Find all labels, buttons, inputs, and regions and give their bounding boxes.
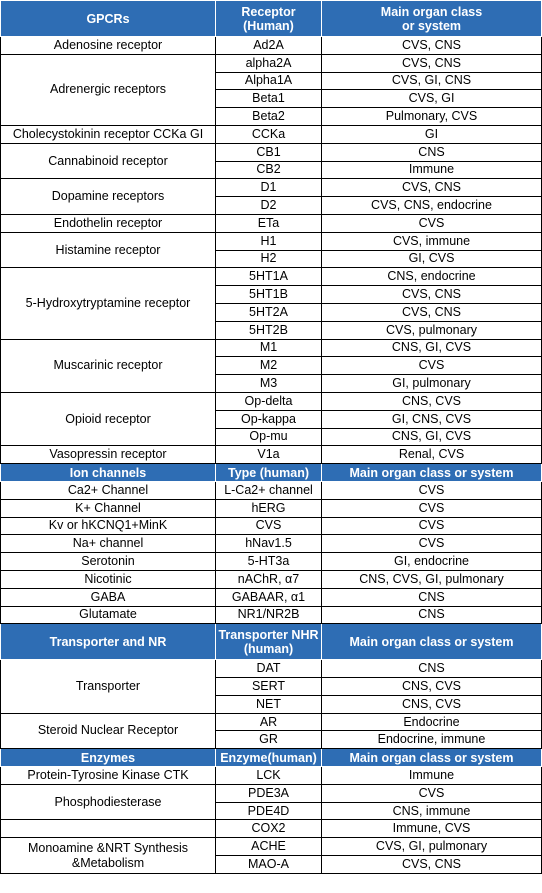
enzymes-header-category: Enzymes — [1, 749, 216, 767]
gpcr-header-row — [1, 1, 542, 37]
table-row — [1, 37, 542, 55]
target-type-cell: CB2 — [216, 161, 322, 179]
target-type-cell: V1a — [216, 446, 322, 464]
target-type-cell: NET — [216, 695, 322, 713]
target-type-cell: 5HT1B — [216, 286, 322, 304]
organ-system-cell: CVS — [322, 535, 542, 553]
organ-system-cell: CVS, GI — [322, 90, 542, 108]
organ-system-cell: CNS, GI, CVS — [322, 428, 542, 446]
table-row — [1, 54, 542, 72]
table-row — [1, 570, 542, 588]
organ-system-cell: GI, endocrine — [322, 553, 542, 571]
organ-system-cell: CVS, CNS — [322, 54, 542, 72]
target-class-cell: Na+ channel — [1, 535, 216, 553]
enzymes-header-row — [1, 749, 542, 767]
target-class-cell: Ca2+ Channel — [1, 481, 216, 499]
ion-header-category: Ion channels — [1, 464, 216, 482]
organ-system-cell: Renal, CVS — [322, 446, 542, 464]
enzymes-header-organ: Main organ class or system — [322, 749, 542, 767]
target-type-cell: nAChR, α7 — [216, 570, 322, 588]
gpcr-header-type-line: Receptor — [241, 4, 296, 19]
organ-system-cell: CVS, pulmonary — [322, 321, 542, 339]
organ-system-cell: CNS — [322, 606, 542, 624]
transporter-header-type — [216, 624, 322, 660]
table-row — [1, 214, 542, 232]
table-row — [1, 660, 542, 678]
organ-system-cell: CNS, CVS, GI, pulmonary — [322, 570, 542, 588]
organ-system-cell: GI, CVS — [322, 250, 542, 268]
target-class-cell: Kv or hKCNQ1+MinK — [1, 517, 216, 535]
target-type-cell: LCK — [216, 767, 322, 785]
table-row — [1, 713, 542, 731]
organ-system-cell: CNS, immune — [322, 802, 542, 820]
table-row — [1, 143, 542, 161]
target-type-cell: M3 — [216, 375, 322, 393]
target-class-cell: Adrenergic receptors — [1, 54, 216, 125]
target-class-cell: Endothelin receptor — [1, 214, 216, 232]
table-row — [1, 784, 542, 802]
target-class-cell: Adenosine receptor — [1, 37, 216, 55]
target-class-cell: Cholecystokinin receptor CCKa GI — [1, 125, 216, 143]
target-class-cell: 5-Hydroxytryptamine receptor — [1, 268, 216, 339]
target-class-cell: K+ Channel — [1, 499, 216, 517]
organ-system-cell: Immune — [322, 161, 542, 179]
target-type-cell: 5-HT3a — [216, 553, 322, 571]
organ-system-cell: CVS — [322, 357, 542, 375]
table-row — [1, 179, 542, 197]
target-class-cell: Glutamate — [1, 606, 216, 624]
target-class-cell: Dopamine receptors — [1, 179, 216, 215]
organ-system-cell: CVS, CNS — [322, 286, 542, 304]
organ-system-cell: CNS, GI, CVS — [322, 339, 542, 357]
target-type-cell: NR1/NR2B — [216, 606, 322, 624]
organ-system-cell: CVS — [322, 517, 542, 535]
organ-system-cell: CVS, immune — [322, 232, 542, 250]
target-type-cell: 5HT2A — [216, 303, 322, 321]
organ-system-cell: CNS, CVS — [322, 392, 542, 410]
target-class-cell: Serotonin — [1, 553, 216, 571]
target-type-cell: H1 — [216, 232, 322, 250]
ion-header-row — [1, 464, 542, 482]
target-class-cell: Histamine receptor — [1, 232, 216, 268]
target-type-cell: Op-kappa — [216, 410, 322, 428]
target-type-cell: ACHE — [216, 838, 322, 856]
organ-system-cell: CNS — [322, 143, 542, 161]
gpcr-header-category: GPCRs — [1, 1, 216, 37]
organ-system-cell: CNS, endocrine — [322, 268, 542, 286]
ion-header-organ: Main organ class or system — [322, 464, 542, 482]
transporter-header-row — [1, 624, 542, 660]
target-type-cell: AR — [216, 713, 322, 731]
target-type-cell: Op-mu — [216, 428, 322, 446]
organ-system-cell: Immune, CVS — [322, 820, 542, 838]
table-row — [1, 481, 542, 499]
organ-system-cell: Immune — [322, 767, 542, 785]
ion-header-type: Type (human) — [216, 464, 322, 482]
target-type-cell: GR — [216, 731, 322, 749]
target-type-cell: Beta2 — [216, 108, 322, 126]
organ-system-cell: CVS — [322, 214, 542, 232]
target-type-cell: hNav1.5 — [216, 535, 322, 553]
transporter-header-category: Transporter and NR — [1, 624, 216, 660]
organ-system-cell: CVS, CNS — [322, 179, 542, 197]
enzymes-header-type: Enzyme(human) — [216, 749, 322, 767]
organ-system-cell: CVS, GI, pulmonary — [322, 838, 542, 856]
table-row — [1, 767, 542, 785]
organ-system-cell: CNS — [322, 588, 542, 606]
transporter-header-type-line: (human) — [243, 641, 294, 656]
target-type-cell: SERT — [216, 678, 322, 696]
target-class-cell: GABA — [1, 588, 216, 606]
table-row — [1, 588, 542, 606]
target-type-cell: Ad2A — [216, 37, 322, 55]
target-type-cell: D1 — [216, 179, 322, 197]
table-row — [1, 553, 542, 571]
organ-system-cell: CVS, GI, CNS — [322, 72, 542, 90]
table-row — [1, 339, 542, 357]
target-type-cell: hERG — [216, 499, 322, 517]
organ-system-cell: CVS, CNS — [322, 37, 542, 55]
table-row — [1, 535, 542, 553]
target-type-cell: PDE4D — [216, 802, 322, 820]
target-class-cell: Cannabinoid receptor — [1, 143, 216, 179]
target-type-cell: D2 — [216, 197, 322, 215]
organ-system-cell: CVS, CNS — [322, 303, 542, 321]
target-class-cell-line: &Metabolism — [71, 855, 145, 870]
organ-system-cell: Endocrine, immune — [322, 731, 542, 749]
organ-system-cell: CVS — [322, 784, 542, 802]
target-type-cell: M1 — [216, 339, 322, 357]
organ-system-cell: CNS, CVS — [322, 695, 542, 713]
target-type-cell: MAO-A — [216, 856, 322, 874]
gpcr-header-type — [216, 1, 322, 37]
organ-system-cell: CNS, CVS — [322, 678, 542, 696]
organ-system-cell: CVS — [322, 499, 542, 517]
organ-system-cell: Endocrine — [322, 713, 542, 731]
gpcr-header-organ-line: or system — [401, 18, 462, 33]
organ-system-cell: GI — [322, 125, 542, 143]
target-type-cell: DAT — [216, 660, 322, 678]
target-type-cell: Beta1 — [216, 90, 322, 108]
transporter-header-type-line: Transporter NHR — [218, 627, 319, 642]
table-body — [1, 1, 542, 874]
organ-system-cell: GI, CNS, CVS — [322, 410, 542, 428]
target-type-cell: Alpha1A — [216, 72, 322, 90]
target-class-cell — [1, 838, 216, 874]
gpcr-header-organ — [322, 1, 542, 37]
target-class-cell: Transporter — [1, 660, 216, 713]
organ-system-cell: CVS — [322, 481, 542, 499]
table-row — [1, 125, 542, 143]
target-class-cell: Vasopressin receptor — [1, 446, 216, 464]
target-type-cell: ETa — [216, 214, 322, 232]
target-class-cell: Muscarinic receptor — [1, 339, 216, 392]
organ-system-cell: GI, pulmonary — [322, 375, 542, 393]
organ-system-cell: Pulmonary, CVS — [322, 108, 542, 126]
transporter-header-organ: Main organ class or system — [322, 624, 542, 660]
target-type-cell: 5HT2B — [216, 321, 322, 339]
organ-system-cell: CNS — [322, 660, 542, 678]
target-type-cell: alpha2A — [216, 54, 322, 72]
target-type-cell: M2 — [216, 357, 322, 375]
target-class-cell: Steroid Nuclear Receptor — [1, 713, 216, 749]
target-class-cell-line: Monoamine &NRT Synthesis — [27, 840, 189, 855]
target-type-cell: COX2 — [216, 820, 322, 838]
table-row — [1, 446, 542, 464]
target-class-cell: Opioid receptor — [1, 392, 216, 445]
organ-system-cell: CVS, CNS — [322, 856, 542, 874]
target-type-cell: PDE3A — [216, 784, 322, 802]
table-row — [1, 820, 542, 838]
table-row — [1, 517, 542, 535]
table-row — [1, 232, 542, 250]
target-class-cell: Phosphodiesterase — [1, 784, 216, 820]
target-class-cell — [1, 820, 216, 838]
target-type-cell: L-Ca2+ channel — [216, 481, 322, 499]
table-row — [1, 838, 542, 856]
table-row — [1, 392, 542, 410]
table-row — [1, 606, 542, 624]
target-type-cell: H2 — [216, 250, 322, 268]
target-type-cell: CVS — [216, 517, 322, 535]
table-row — [1, 268, 542, 286]
table-row — [1, 499, 542, 517]
target-type-cell: Op-delta — [216, 392, 322, 410]
target-type-cell: CCKa — [216, 125, 322, 143]
gpcr-header-type-line: (Human) — [243, 18, 294, 33]
target-type-cell: 5HT1A — [216, 268, 322, 286]
target-type-cell: CB1 — [216, 143, 322, 161]
target-type-cell: GABAAR, α1 — [216, 588, 322, 606]
target-class-cell: Nicotinic — [1, 570, 216, 588]
organ-system-cell: CVS, CNS, endocrine — [322, 197, 542, 215]
gpcr-header-organ-line: Main organ class — [380, 4, 483, 19]
target-class-cell: Protein-Tyrosine Kinase CTK — [1, 767, 216, 785]
